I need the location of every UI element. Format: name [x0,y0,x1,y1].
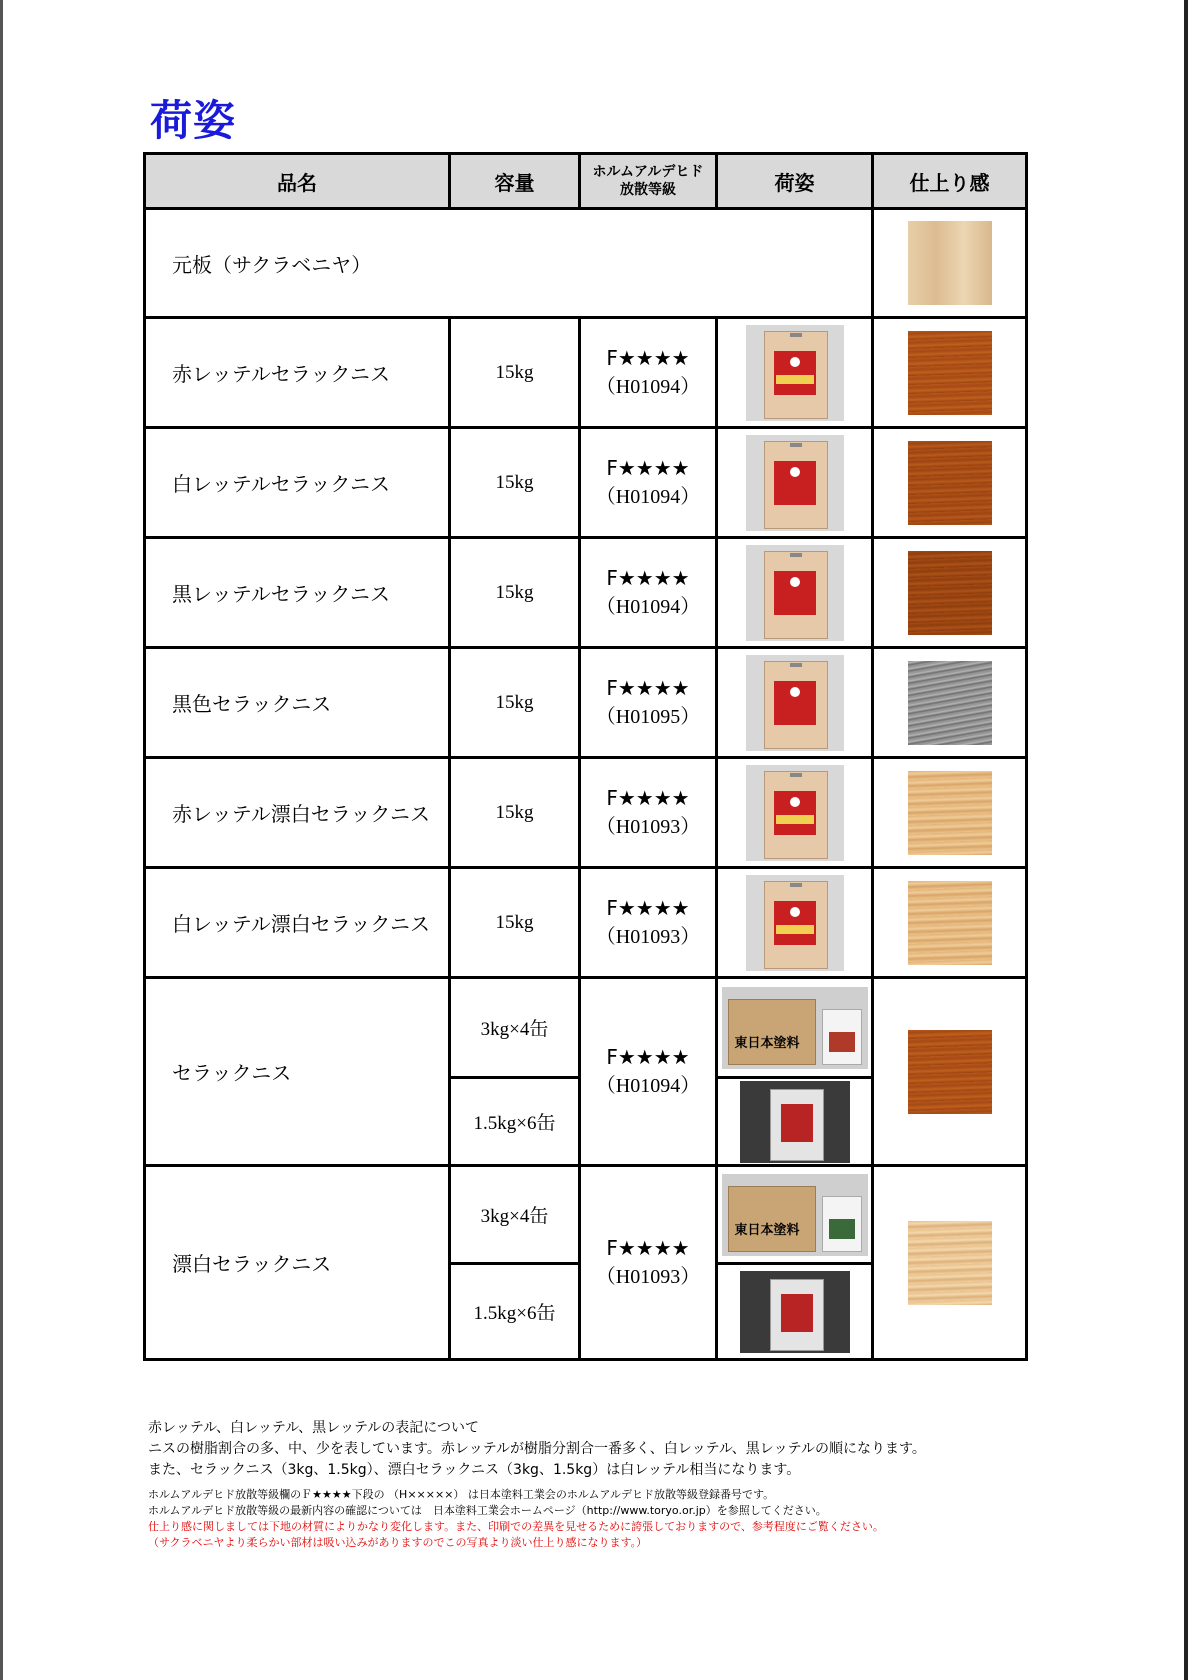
package-cell [717,1078,873,1166]
finish-cell [873,868,1027,978]
note-warning: （サクラベニヤより柔らかい部材は吸い込みがありますのでこの写真より淡い仕上り感になります。） [148,1536,648,1549]
grade-stars: F★★★★ [606,566,690,590]
package-cell [717,978,873,1078]
grade-code: （H01093） [595,816,701,838]
base-board-label: 元板（サクラベニヤ） [145,209,873,318]
note-line: ニスの樹脂割合の多、中、少を表しています。赤レッテルが樹脂分割合一番多く、白レッテル、黒レッテルの順になります。 [148,1441,926,1457]
capacity: 1.5kg×6缶 [450,1078,580,1166]
product-name: 黒レッテルセラックニス [145,538,450,648]
tin-photo [740,1081,850,1163]
can-photo [746,545,844,641]
note-line: また、セラックニス（3kg、1.5kg）、漂白セラックニス（3kg、1.5kg）は白レッテル相当になります。 [148,1462,801,1478]
page-title: 荷姿 [150,96,237,145]
grade-stars: F★★★★ [606,676,690,700]
header-grade [580,154,717,209]
finish-swatch-image [908,771,992,855]
grade-cell [580,758,717,868]
can-photo [746,655,844,751]
package-cell [717,1166,873,1264]
finish-cell [873,978,1027,1166]
grade-code: （H01095） [595,706,701,728]
table-row [145,648,1027,758]
finish-swatch-image [908,661,992,745]
finish-swatch-image [908,1221,992,1305]
product-name: 漂白セラックニス [145,1166,450,1360]
package-cell [717,538,873,648]
finish-cell [873,1166,1027,1360]
table-row [145,758,1027,868]
tin-photo [740,1271,850,1353]
can-photo [746,875,844,971]
header-package: 荷姿 [717,154,873,209]
grade-code: （H01093） [595,1266,701,1288]
header-grade-line2: 放散等級 [620,182,676,198]
grade-cell [580,318,717,428]
header-name: 品名 [145,154,450,209]
package-cell [717,318,873,428]
box-photo [722,987,868,1069]
capacity: 15kg [450,318,580,428]
finish-swatch-image [908,1030,992,1114]
table-row [145,318,1027,428]
grade-stars: F★★★★ [606,1236,690,1260]
box-photo [722,1174,868,1256]
product-name: 白レッテル漂白セラックニス [145,868,450,978]
package-cell [717,868,873,978]
table-header-row [145,154,1027,209]
note-line: 赤レッテル、白レッテル、黒レッテルの表記について [148,1420,479,1436]
can-photo [746,765,844,861]
note-small: ホルムアルデヒド放散等級欄のＦ★★★★下段の （H×××××） は日本塗料工業会のホルムアルデヒド放散等級登録番号です。 [148,1488,775,1501]
table-row [145,209,1027,318]
grade-code: （H01094） [595,596,701,618]
header-grade-line1: ホルムアルデヒド [592,164,704,180]
grade-code: （H01094） [595,1075,701,1097]
capacity: 15kg [450,428,580,538]
finish-cell [873,318,1027,428]
box-label: 東日本塗料 [734,1035,800,1051]
finish-cell [873,758,1027,868]
finish-swatch-image [908,881,992,965]
grade-stars: F★★★★ [606,896,690,920]
finish-swatch-image [908,331,992,415]
table-row [145,1166,1027,1264]
capacity: 1.5kg×6缶 [450,1264,580,1360]
grade-stars: F★★★★ [606,1045,690,1069]
can-photo [746,435,844,531]
capacity: 15kg [450,868,580,978]
product-name: 白レッテルセラックニス [145,428,450,538]
package-cell [717,428,873,538]
note-small: ホルムアルデヒド放散等級の最新内容の確認については 日本塗料工業会ホームページ（http://www.toryo.or.jp）を参照してください。 [148,1504,827,1517]
product-name: 赤レッテルセラックニス [145,318,450,428]
product-name: 赤レッテル漂白セラックニス [145,758,450,868]
grade-cell [580,868,717,978]
finish-cell [873,209,1027,318]
grade-code: （H01093） [595,926,701,948]
grade-code: （H01094） [595,376,701,398]
page-edge-left [0,0,3,1680]
finish-swatch-image [908,441,992,525]
capacity: 15kg [450,648,580,758]
table-row [145,978,1027,1078]
header-finish: 仕上り感 [873,154,1027,209]
grade-stars: F★★★★ [606,786,690,810]
package-cell [717,648,873,758]
can-photo [746,325,844,421]
finish-swatch-image [908,221,992,305]
package-cell [717,758,873,868]
grade-cell [580,428,717,538]
table-row [145,428,1027,538]
table-row [145,538,1027,648]
box-label: 東日本塗料 [734,1222,800,1238]
grade-stars: F★★★★ [606,456,690,480]
grade-cell [580,648,717,758]
header-capacity: 容量 [450,154,580,209]
notes-section [148,1418,1148,1551]
capacity: 15kg [450,758,580,868]
finish-cell [873,538,1027,648]
finish-swatch-image [908,551,992,635]
grade-stars: F★★★★ [606,346,690,370]
grade-cell [580,1166,717,1360]
page-edge-right [1184,0,1188,1680]
table-row [145,868,1027,978]
capacity: 3kg×4缶 [450,978,580,1078]
grade-code: （H01094） [595,486,701,508]
package-cell [717,1264,873,1360]
product-name: セラックニス [145,978,450,1166]
product-name: 黒色セラックニス [145,648,450,758]
note-warning: 仕上り感に関しましては下地の材質によりかなり変化します。また、印刷での差異を見せるために誇張しておりますので、参考程度にご覧ください。 [148,1520,884,1533]
product-table [143,152,1028,1361]
capacity: 15kg [450,538,580,648]
finish-cell [873,428,1027,538]
grade-cell [580,538,717,648]
grade-cell [580,978,717,1166]
capacity: 3kg×4缶 [450,1166,580,1264]
finish-cell [873,648,1027,758]
